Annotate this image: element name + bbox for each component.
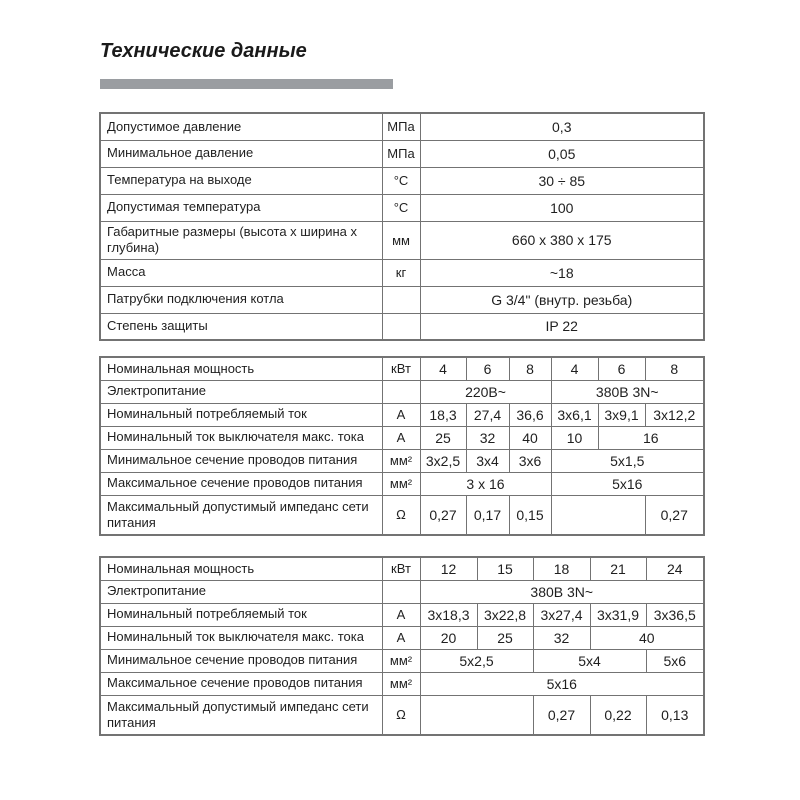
spec-value: 18,3 [420, 403, 466, 426]
spec-label: Электропитание [100, 580, 382, 603]
spec-value: 3х6,1 [551, 403, 598, 426]
spec-value: 0,22 [590, 695, 646, 735]
spec-value: 3х18,3 [420, 603, 477, 626]
spec-value: 380В 3N~ [420, 580, 704, 603]
spec-unit: А [382, 426, 420, 449]
spec-value: 0,3 [420, 113, 704, 140]
spec-label: Патрубки подключения котла [100, 286, 382, 313]
table-row [100, 580, 704, 603]
spec-label: Максимальный допустимый импеданс сети питания [100, 495, 382, 535]
table-row [100, 113, 704, 140]
spec-value: 0,27 [533, 695, 590, 735]
title-underline-bar [100, 79, 393, 89]
spec-value: 25 [420, 426, 466, 449]
spec-value: 8 [645, 357, 704, 380]
spec-unit: °С [382, 194, 420, 221]
spec-value: 5х16 [551, 472, 704, 495]
spec-unit: °С [382, 167, 420, 194]
spec-unit: мм² [382, 472, 420, 495]
table-row [100, 194, 704, 221]
spec-label: Минимальное давление [100, 140, 382, 167]
spec-value: 5х6 [646, 649, 704, 672]
spec-unit: А [382, 403, 420, 426]
table-row [100, 140, 704, 167]
spec-value: 6 [598, 357, 645, 380]
spec-label: Номинальный потребляемый ток [100, 603, 382, 626]
spec-unit [382, 380, 420, 403]
spec-value: 0,05 [420, 140, 704, 167]
table-row [100, 313, 704, 340]
spec-label: Максимальный допустимый импеданс сети питания [100, 695, 382, 735]
power-specs-table-12-24 [99, 556, 705, 736]
spec-value: 18 [533, 557, 590, 580]
spec-value: 3х36,5 [646, 603, 704, 626]
spec-value: 30 ÷ 85 [420, 167, 704, 194]
spec-unit: А [382, 603, 420, 626]
spec-value: 0,27 [645, 495, 704, 535]
spec-unit: мм [382, 221, 420, 259]
spec-label: Электропитание [100, 380, 382, 403]
table-row [100, 426, 704, 449]
table-row [100, 286, 704, 313]
spec-value: 0,15 [509, 495, 551, 535]
spec-value: 220В~ [420, 380, 551, 403]
table-row [100, 167, 704, 194]
spec-value: 25 [477, 626, 533, 649]
spec-value-empty [420, 695, 533, 735]
spec-unit [382, 286, 420, 313]
spec-label: Максимальное сечение проводов питания [100, 672, 382, 695]
spec-value-empty [551, 495, 645, 535]
spec-value: 3х27,4 [533, 603, 590, 626]
table-row [100, 221, 704, 259]
table-row [100, 672, 704, 695]
spec-value: 0,13 [646, 695, 704, 735]
spec-value: 3х12,2 [645, 403, 704, 426]
spec-value: 3 х 16 [420, 472, 551, 495]
page-title: Технические данные [100, 40, 307, 62]
spec-label: Допустимое давление [100, 113, 382, 140]
table-row [100, 603, 704, 626]
spec-value: 24 [646, 557, 704, 580]
spec-value: IP 22 [420, 313, 704, 340]
spec-value: 10 [551, 426, 598, 449]
spec-value: G 3/4" (внутр. резьба) [420, 286, 704, 313]
spec-value: 5х4 [533, 649, 646, 672]
spec-unit: мм² [382, 649, 420, 672]
spec-value: 15 [477, 557, 533, 580]
spec-unit: А [382, 626, 420, 649]
spec-unit: мм² [382, 672, 420, 695]
table-row [100, 495, 704, 535]
spec-value: 6 [466, 357, 509, 380]
spec-unit: кг [382, 259, 420, 286]
spec-value: 4 [420, 357, 466, 380]
spec-value: 3х9,1 [598, 403, 645, 426]
spec-value: 16 [598, 426, 704, 449]
spec-value: 12 [420, 557, 477, 580]
spec-label: Номинальная мощность [100, 357, 382, 380]
spec-label: Номинальный потребляемый ток [100, 403, 382, 426]
spec-unit [382, 580, 420, 603]
spec-label: Температура на выходе [100, 167, 382, 194]
spec-value: 100 [420, 194, 704, 221]
spec-value: 3х6 [509, 449, 551, 472]
spec-label: Номинальный ток выключателя макс. тока [100, 426, 382, 449]
power-specs-table-4-8 [99, 356, 705, 536]
spec-label: Масса [100, 259, 382, 286]
spec-value: 8 [509, 357, 551, 380]
spec-label: Допустимая температура [100, 194, 382, 221]
spec-label: Минимальное сечение проводов питания [100, 649, 382, 672]
spec-unit: Ω [382, 695, 420, 735]
spec-label: Минимальное сечение проводов питания [100, 449, 382, 472]
spec-value: 3х22,8 [477, 603, 533, 626]
table-row [100, 449, 704, 472]
spec-value: 32 [533, 626, 590, 649]
spec-value: 4 [551, 357, 598, 380]
table-row [100, 695, 704, 735]
spec-value: 5х2,5 [420, 649, 533, 672]
spec-unit: кВт [382, 557, 420, 580]
table-row [100, 649, 704, 672]
spec-value: 27,4 [466, 403, 509, 426]
spec-label: Максимальное сечение проводов питания [100, 472, 382, 495]
spec-label: Номинальный ток выключателя макс. тока [100, 626, 382, 649]
spec-value: 5х16 [420, 672, 704, 695]
table-row [100, 380, 704, 403]
spec-unit: Ω [382, 495, 420, 535]
table-row [100, 403, 704, 426]
table-row [100, 472, 704, 495]
spec-unit: МПа [382, 140, 420, 167]
table-row [100, 357, 704, 380]
table-row [100, 259, 704, 286]
spec-value: 21 [590, 557, 646, 580]
spec-label: Номинальная мощность [100, 557, 382, 580]
spec-value: 380В 3N~ [551, 380, 704, 403]
spec-value: 20 [420, 626, 477, 649]
spec-value: ~18 [420, 259, 704, 286]
general-specs-table [99, 112, 705, 341]
spec-value: 0,17 [466, 495, 509, 535]
spec-unit [382, 313, 420, 340]
table-row [100, 557, 704, 580]
spec-value: 0,27 [420, 495, 466, 535]
spec-unit: мм² [382, 449, 420, 472]
spec-label: Габаритные размеры (высота x ширина x глубина) [100, 221, 382, 259]
spec-value: 32 [466, 426, 509, 449]
spec-value: 40 [590, 626, 704, 649]
table-row [100, 626, 704, 649]
spec-value: 40 [509, 426, 551, 449]
spec-value: 5х1,5 [551, 449, 704, 472]
spec-value: 3х31,9 [590, 603, 646, 626]
spec-value: 3х4 [466, 449, 509, 472]
spec-value: 660 x 380 x 175 [420, 221, 704, 259]
spec-unit: кВт [382, 357, 420, 380]
spec-label: Степень защиты [100, 313, 382, 340]
spec-value: 36,6 [509, 403, 551, 426]
spec-unit: МПа [382, 113, 420, 140]
spec-value: 3х2,5 [420, 449, 466, 472]
